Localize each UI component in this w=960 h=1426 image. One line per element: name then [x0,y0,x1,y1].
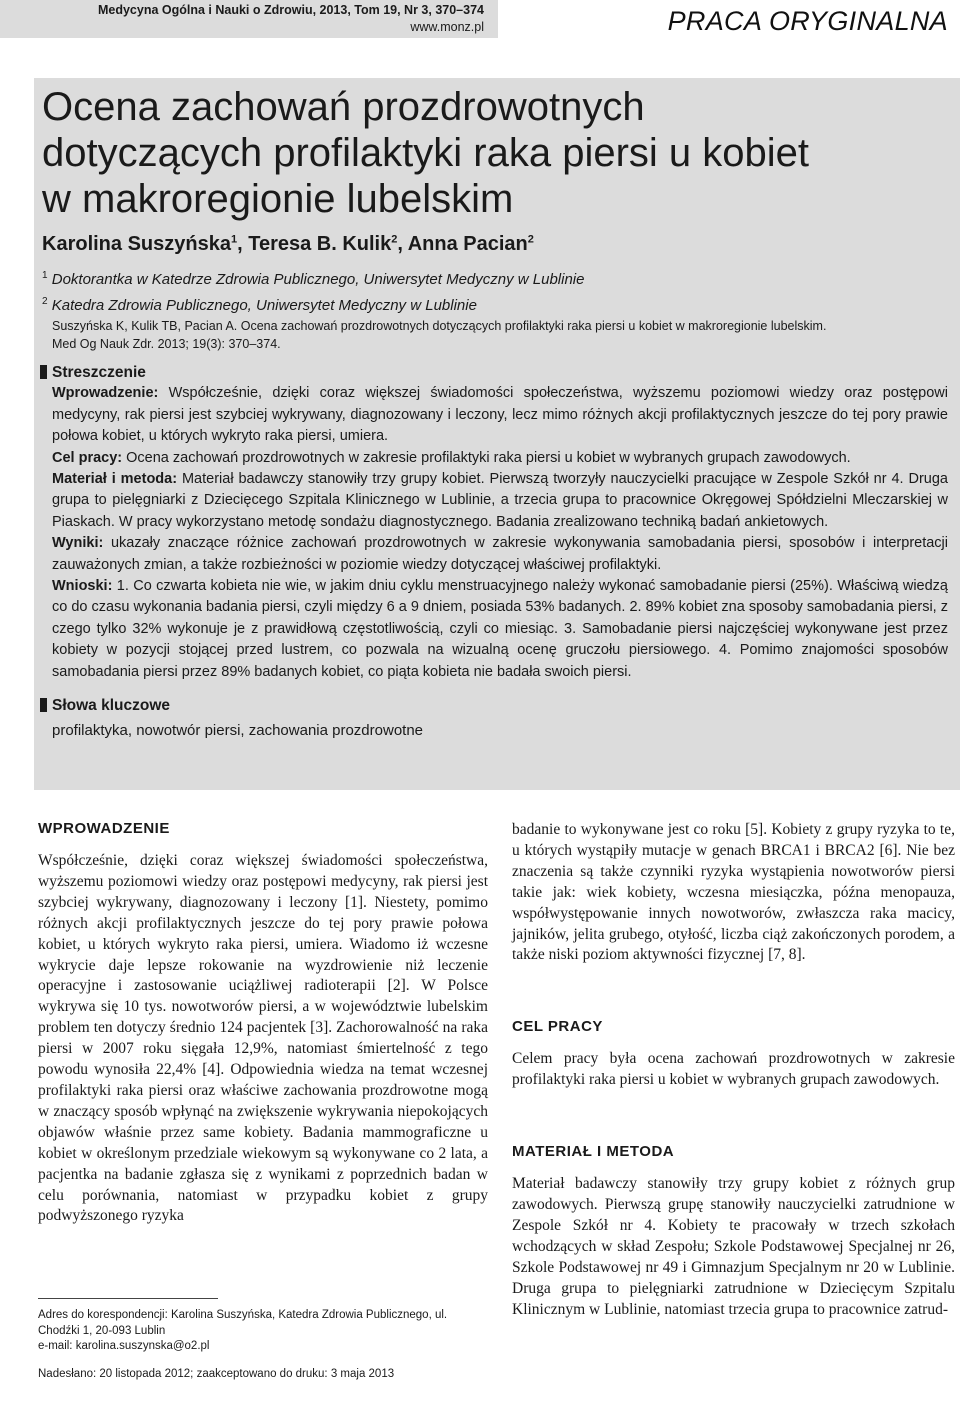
affiliation-text: Doktorantka w Katedrze Zdrowia Publicznego, Uniwersytet Medyczny w Lublinie [47,271,585,288]
abstract-label: Cel pracy: [52,449,123,466]
aim-text: Celem pracy była ocena zachowań prozdrowotnych w zakresie profilaktyki raka piersi u kobiet w wybranych grupach zawodowych. [512,1050,955,1089]
author-name: , Teresa B. Kulik [237,233,392,255]
article-type: PRACA ORYGINALNA [667,6,948,36]
keywords-text: profilaktyka, nowotwór piersi, zachowania prozdrowotne [52,721,424,739]
title-line: dotyczących profilaktyki raka piersi u kobiet [42,131,809,175]
abstract-aim [52,448,948,469]
abstract-text: ukazały znaczące różnice zachowań prozdrowotnych w zakresie wykonywania samobadania piersi, sposobów i interpretacji zauważonych zmian, a także rozbieżności w poziomie wiedzy dotyczącej właściwej profilaktyki. [52,535,948,573]
affiliation-number: 1 [42,270,48,281]
keywords-heading-text: Słowa kluczowe [52,697,171,715]
abstract-intro [52,383,948,447]
author-name: , Anna Pacian [397,233,528,255]
abstract-text: 1. Co czwarta kobieta nie wie, w jakim dniu cyklu menstruacyjnego należy wykonać samobadanie piersi (25%). Właściwą wiedzą co do czasu wykonania badania piersi, czyli między 6 a 9 dniem, posiada 53% badanych. 2. 89% kobiet zna sposoby samobadania piersi, z czego tylko 32% wykonuje je z prawidłową częstotliwością, czyli co miesiąc. 3. Samobadanie piersi najczęściej wykonywane jest przez kobiety w pozycji stojącej przed lustrem, co pozwala na wizualną ocenę gruczołu piersiowego. 4. Pomimo znajomości sposobów samobadania piersi przez 89% badanych kobiet, co piąta kobieta nie badała swoich piersi. [52,578,948,680]
affiliation-item [42,291,584,317]
abstract-method [52,469,948,533]
journal-url[interactable]: www.monz.pl [410,20,484,34]
affiliation-marker: 2 [527,233,534,246]
keywords-heading [52,695,948,716]
affiliation-marker: 2 [391,233,398,246]
introduction-text: Współcześnie, dzięki coraz większej świadomości społeczeństwa, wyższemu poziomowi wiedzy oraz postępowi medycyny, rak piersi jest szybciej wykrywany, diagnozowany i leczony [1]. Niestety, pomimo różnych akcji profilaktycznych jeszcze do tej pory prawie połowa kobiet, u których wykryto raka piersi, umiera. Wiadomo iż wczesne wykrycie daje lepsze rokowanie na wyzdrowienie niż leczenie operacyjne i zastosowanie uciążliwej radioterapii [2]. W Polsce wykrywa się 10 tys. nowotworów piersi, a w województwie lubelskim problem ten dotyczy średnio 124 pacjentek [3]. Zachorowalność na raka piersi w 2007 roku sięgała 12,9%, natomiast śmiertelność z tego powodu wynosiła 22,4% [4]. Odpowiednia wiedza na temat wczesnej profilaktyki raka piersi oraz właściwe zachowania prozdrowotne mogą w znaczący sposób wpłynąć na zwiększenie wykrywania niepokojących objawów właśnie przez same kobiety. Badania mammograficzne u kobiet w określonym przedziale wiekowym są wykonywane co 2 lata, a pacjentka na badanie zgłasza się z wynikami z poprzednich badan w celu porównania, natomiast w przypadku kobiet z grupy podwyższonego ryzyka [38,852,488,1225]
citation-line: Suszyńska K, Kulik TB, Pacian A. Ocena zachowań prozdrowotnych dotyczących profilaktyki raka piersi u kobiet w makroregionie lubelskim. [52,319,827,333]
affiliation-text: Katedra Zdrowia Publicznego, Uniwersytet Medyczny w Lublinie [47,297,477,314]
article-title [42,84,942,222]
keywords [52,695,948,741]
abstract-text: Ocena zachowań prozdrowotnych w zakresie profilaktyki raka piersi u kobiet w wybranych grupach zawodowych. [122,449,851,466]
column-left [38,820,488,1227]
abstract-conclusions [52,576,948,683]
abstract-label: Materiał i metoda: [52,471,178,488]
affiliation-number: 2 [42,296,48,307]
citation-line: Med Og Nauk Zdr. 2013; 19(3): 370–374. [52,337,281,351]
section-marker-icon [40,365,47,379]
section-heading-methods: MATERIAŁ I METODA [512,1143,675,1161]
received-dates: Nadesłano: 20 listopada 2012; zaakceptowano do druku: 3 maja 2013 [38,1367,395,1380]
introduction-continued: badanie to wykonywane jest co roku [5]. Kobiety z grupy ryzyka to te, u których wystąpiły mutacje w genach BRCA1 i BRCA2 [6]. Nie bez znaczenia są także czynniki ryzyka wystąpienia nowotworów piersi takie jak: wiek kobiety, wczesna miesiączka, późna menopauza, współwystępowanie innych nowotworów, zwłaszcza raka macicy, jajników, jelita grubego, otyłość, liczba ciąż zakończonych porodem, a także niski poziom aktywności fizycznej [7, 8]. [512,821,955,964]
journal-citation: Medycyna Ogólna i Nauki o Zdrowiu, 2013, Tom 19, Nr 3, 370–374 [97,3,484,17]
methods-text: Materiał badawczy stanowiły trzy grupy kobiet z różnych grup zawodowych. Pierwszą grupę stanowiły nauczycielki zatrudnione w Zespole Szkół nr 4. Kobiety te pracowały w trzech szkołach wchodzących w skład Zespołu; Szkole Podstawowej Specjalnej nr 26, Szkole Podstawowej nr 49 i Gimnazjum Specjalnym nr 20 w Lublinie. Druga grupa to pielęgniarki zatrudnione w Dziecięcym Szpitalu Klinicznym w Lublinie, natomiast trzecia grupa to pracownice zatrud- [512,1175,955,1318]
section-heading-introduction: WPROWADZENIE [38,820,170,837]
abstract [52,362,948,741]
affiliation-marker: 1 [230,233,238,246]
title-line: Ocena zachowań prozdrowotnych [42,85,645,129]
abstract-label: Wprowadzenie: [52,385,159,402]
how-to-cite [52,317,952,353]
abstract-text: Współcześnie, dzięki coraz większej świadomości społeczeństwa, wyższemu poziomowi wiedzy oraz postępowi medycyny, rak piersi jest szybciej wykrywany, diagnozowany i leczony, lecz mimo różnych akcji profilaktycznych jeszcze do tej pory prawie połowa kobiet, u których wykryto raka piersi, umiera. [52,385,948,445]
journal-info [0,0,498,38]
author-name: Karolina Suszyńska [42,233,231,255]
abstract-heading [52,362,948,383]
abstract-results [52,533,948,576]
correspondence-email[interactable]: e-mail: karolina.suszynska@o2.pl [38,1340,210,1352]
correspondence-address: Adres do korespondencji: Karolina Suszyńska, Katedra Zdrowia Publicznego, ul. Chodźki 1, 20-093 Lublin [38,1309,448,1337]
affiliation-item [42,265,584,291]
abstract-label: Wnioski: [52,578,113,595]
page-header [0,0,960,78]
column-right [512,820,955,1321]
abstract-text: Materiał badawczy stanowiły trzy grupy kobiet. Pierwszą tworzyły nauczycielki pracujące w Zespole Szkół nr 4. Druga grupa to pielęgniarki z Dziecięcego Szpitala Klinicznego w Lublinie, a trzecia grupa to pracownice Okręgowej Spółdzielni Mleczarskiej w Piaskach. W pracy wykorzystano metodę sondażu diagnostycznego. Badania zrealizowano techniką badań ankietowych. [52,471,948,530]
title-line: w makroregionie lubelskim [42,177,514,221]
footnote-divider [38,1298,218,1299]
abstract-label: Wyniki: [52,535,104,552]
author-list [42,233,534,256]
section-marker-icon [40,698,47,712]
section-heading-aim: CEL PRACY [512,1018,603,1036]
abstract-heading-text: Streszczenie [52,364,146,381]
correspondence-footnote [38,1308,488,1382]
affiliations [42,265,584,317]
